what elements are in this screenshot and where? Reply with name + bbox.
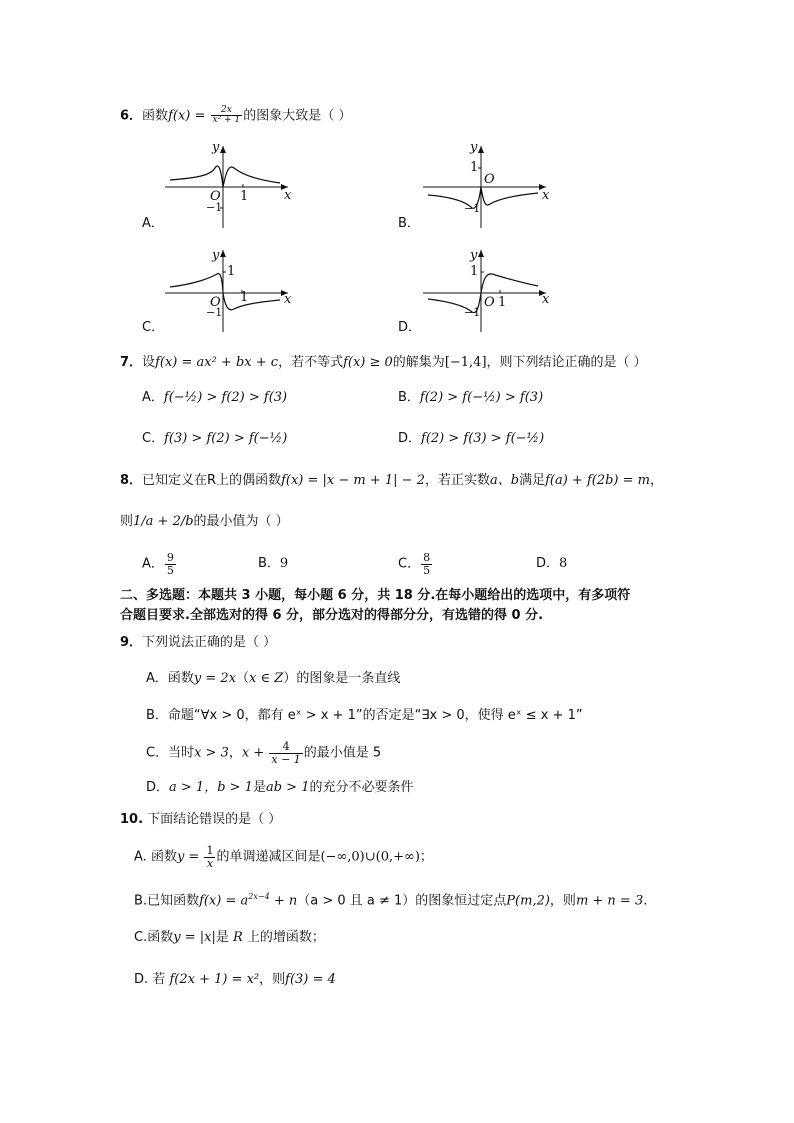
q6-stem: 6．函数f(x) = $\frac{2x}{\text{x² + 1}}$ 的图象大致是（ ） bbox=[120, 105, 352, 126]
section2-line2: 合题目要求.全部选对的得 6 分，部分选对的得部分分，有选错的得 0 分. bbox=[120, 608, 544, 623]
q8-option-a[interactable]: A． $\frac{9}{5}$ bbox=[142, 551, 174, 577]
q6-option-b-label[interactable]: B． bbox=[398, 216, 420, 231]
q8-option-b[interactable]: B．9 bbox=[258, 556, 289, 571]
q7-option-b[interactable]: B．f(2) > f(−½) > f(3) bbox=[398, 390, 544, 405]
q8-option-d[interactable]: D．8 bbox=[536, 556, 568, 571]
q6-option-c-label[interactable]: C． bbox=[142, 320, 165, 335]
q6-option-d-label[interactable]: D． bbox=[398, 320, 422, 335]
q10-option-a[interactable]: A. 函数y = $\frac{1}{x}$ 的单调递减区间是(−∞,0)∪(0,+∞)； bbox=[134, 844, 433, 870]
q10-option-d[interactable]: D. 若 f(2x + 1) = x²，则f(3) = 4 bbox=[134, 972, 336, 987]
q6-graph-c: y x O 1 1 −1 bbox=[160, 244, 295, 334]
q6-option-a-label[interactable]: A． bbox=[142, 216, 164, 231]
q7-option-c[interactable]: C．f(3) > f(2) > f(−½) bbox=[142, 431, 288, 446]
q7-option-a[interactable]: A．f(−½) > f(2) > f(3) bbox=[142, 390, 288, 405]
q7-option-d[interactable]: D．f(2) > f(3) > f(−½) bbox=[398, 431, 545, 446]
q6-graph-d: y x O 1 1 −1 bbox=[418, 244, 553, 334]
q7-stem: 7．设f(x) = ax² + bx + c，若不等式f(x) ≥ 0的解集为[−1,4]，则下列结论正确的是（ ） bbox=[120, 355, 647, 370]
q10-stem: 10. 下面结论错误的是（ ） bbox=[120, 812, 282, 827]
q6-graph-b: y x O 1 −1 bbox=[418, 140, 553, 230]
q10-option-b[interactable]: B.已知函数$f(x) = a^{2x-4} + n(a > 0$ 且 a ≠ 1）的图象恒过定点P(m,2)，则m + n = 3. bbox=[134, 892, 648, 909]
q9-option-c[interactable]: C．当时x > 3，x + $\frac{4}{x - 1}$ 的最小值是 5 bbox=[146, 740, 382, 766]
q9-stem: 9．下列说法正确的是（ ） bbox=[120, 635, 277, 650]
q9-option-b[interactable]: B．命题“∀x > 0，都有 eˣ > x + 1”的否定是“∃x > 0，使得 eˣ ≤ x + 1” bbox=[146, 708, 583, 723]
q6-fraction: $\frac{2x}{\text{x² + 1}}$ bbox=[212, 105, 241, 126]
q10-option-c[interactable]: C.函数y = |x|是 R 上的增函数； bbox=[134, 930, 325, 945]
q8-stem-line1: 8．已知定义在R上的偶函数f(x) = |x − m + 1| − 2，若正实数a、b满足f(a) + f(2b) = m， bbox=[120, 473, 664, 488]
section2-line1: 二、多选题：本题共 3 小题，每小题 6 分，共 18 分.在每小题给出的选项中，有多项符 bbox=[120, 588, 631, 603]
q9-option-d[interactable]: D．a > 1，b > 1是ab > 1的充分不必要条件 bbox=[146, 780, 414, 795]
q9-option-a[interactable]: A．函数y = 2x（x ∈ Z）的图象是一条直线 bbox=[146, 671, 401, 686]
q8-stem-line2: 则1/a + 2/b的最小值为（ ） bbox=[120, 514, 289, 529]
q6-graph-a: y x O 1 −1 bbox=[160, 140, 295, 230]
q8-option-c[interactable]: C． $\frac{8}{5}$ bbox=[398, 551, 431, 577]
